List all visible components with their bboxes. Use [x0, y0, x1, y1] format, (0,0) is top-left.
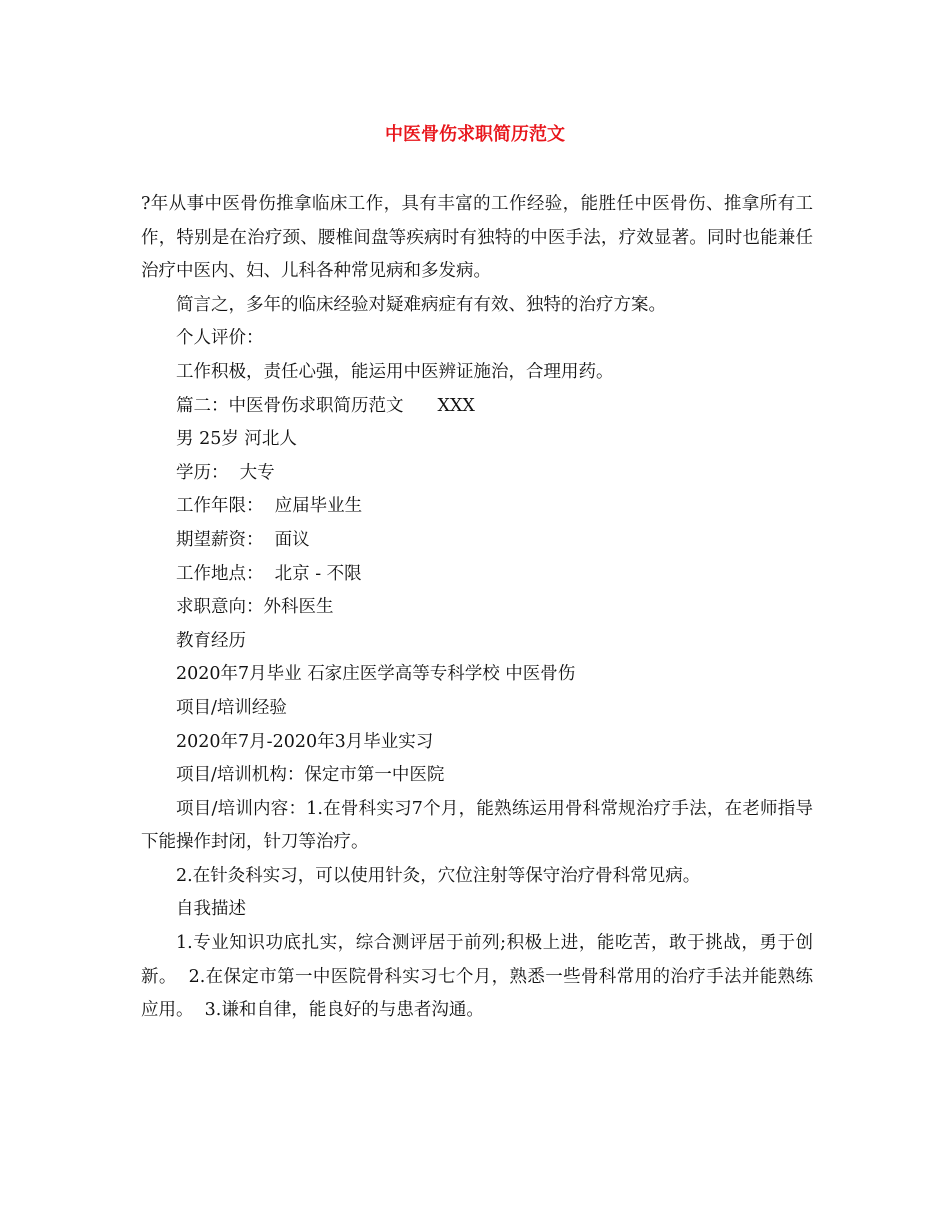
- paragraph-summary: 简言之，多年的临床经验对疑难病症有有效、独特的治疗方案。: [176, 294, 666, 315]
- paragraph-intro: ?年从事中医骨伤推拿临床工作，具有丰富的工作经验，能胜任中医骨伤、推拿所有工作，特别是在治疗颈、腰椎间盘等疾病时有独特的中医手法，疗效显著。同时也能兼任治疗中医内、妇、儿科各种常见病和多发病。: [141, 194, 813, 282]
- document-title: 中医骨伤求职简历范文: [385, 124, 565, 145]
- project-heading: 项目/培训经验: [176, 697, 287, 718]
- self-heading: 自我描述: [176, 899, 246, 920]
- job-intention: 求职意向：外科医生: [176, 597, 334, 618]
- section2-heading-line: [141, 390, 813, 424]
- project-content-1: 项目/培训内容：1.在骨科实习7个月，能熟练运用骨科常规治疗手法，在老师指导下能操作封闭，针刀等治疗。: [141, 798, 813, 853]
- self-description: 1.专业知识功底扎实，综合测评居于前列;积极上进，能吃苦，敢于挑战，勇于创新。 2.在保定市第一中医院骨科实习七个月，熟悉一些骨科常用的治疗手法并能熟练应用。 3.谦和自律，能良好的与患者沟通。: [141, 933, 813, 1021]
- section2-name: XXX: [437, 395, 475, 416]
- education-heading: 教育经历: [176, 630, 246, 651]
- project-content-2: 2.在针灸科实习，可以使用针灸，穴位注射等保守治疗骨科常见病。: [176, 865, 701, 886]
- work-location: 工作地点： 北京 - 不限: [176, 563, 362, 584]
- document-body: [141, 188, 813, 1028]
- paragraph-evaluation: 工作积极，责任心强，能运用中医辨证施治，合理用药。: [176, 361, 614, 382]
- section2-heading: 篇二：中医骨伤求职简历范文: [176, 395, 404, 416]
- work-years: 工作年限： 应届毕业生: [176, 496, 363, 517]
- education-level: 学历： 大专: [176, 462, 275, 483]
- expected-salary: 期望薪资： 面议: [176, 529, 310, 550]
- project-period: 2020年7月-2020年3月毕业实习: [176, 731, 434, 752]
- basic-info: 男 25岁 河北人: [176, 429, 297, 450]
- education-entry: 2020年7月毕业 石家庄医学高等专科学校 中医骨伤: [176, 664, 576, 685]
- paragraph-evaluation-label: 个人评价：: [176, 328, 264, 349]
- project-org: 项目/培训机构：保定市第一中医院: [176, 765, 445, 786]
